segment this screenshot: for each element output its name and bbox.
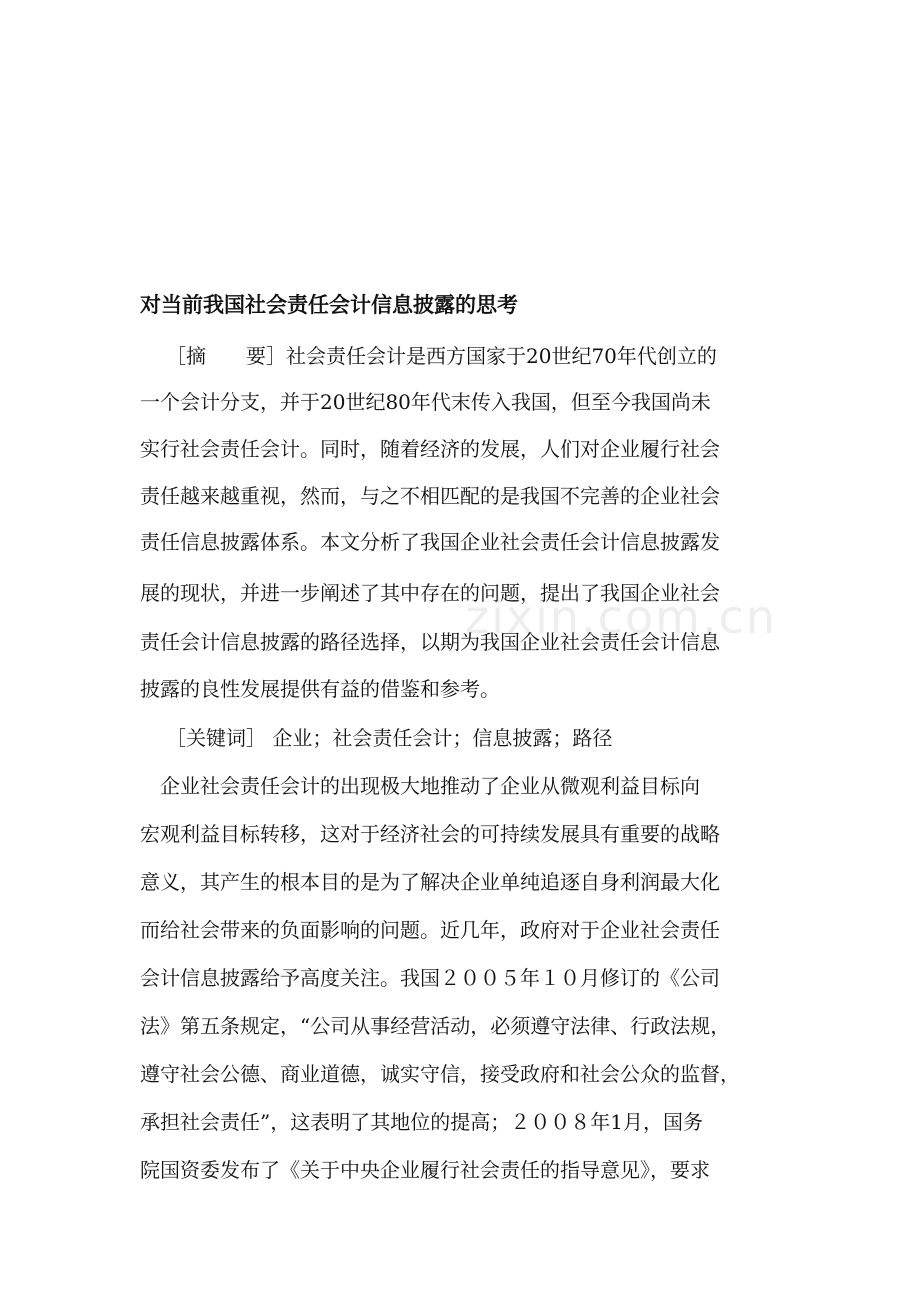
abstract-line: 展的现状，并进一步阐述了其中存在的问题，提出了我国企业社会 [140,581,720,605]
body-paragraph-line: 承担社会责任”，这表明了其地位的提高；２００８年1月，国务 [140,1110,703,1134]
abstract-line: 责任越来越重视，然而，与之不相匹配的是我国不完善的企业社会 [140,484,720,508]
abstract-line: 披露的良性发展提供有益的借鉴和参考。 [140,677,500,701]
body-paragraph-line: 会计信息披露给予高度关注。我国２００５年１０月修订的《公司 [140,966,720,990]
body-paragraph-line: 意义，其产生的根本目的是为了解决企业单纯追逐自身利润最大化 [140,870,720,894]
body-paragraph-line: 宏观利益目标转移，这对于经济社会的可持续发展具有重要的战略 [140,822,720,846]
abstract-line: 责任信息披露体系。本文分析了我国企业社会责任会计信息披露发 [140,530,720,554]
abstract-line: 责任会计信息披露的路径选择，以期为我国企业社会责任会计信息 [140,630,720,654]
body-paragraph-line: 企业社会责任会计的出现极大地推动了企业从微观利益目标向 [160,774,700,798]
keywords-line: ［关键词］ 企业；社会责任会计；信息披露；路径 [166,726,613,750]
body-paragraph-line: 而给社会带来的负面影响的问题。近几年，政府对于企业社会责任 [140,918,720,942]
body-paragraph-line: 法》第五条规定，“公司从事经营活动，必须遵守法律、行政法规， [140,1014,731,1038]
document-title: 对当前我国社会责任会计信息披露的思考 [140,293,518,317]
body-paragraph-line: 院国资委发布了《关于中央企业履行社会责任的指导意见》，要求 [140,1158,710,1182]
abstract-line: 实行社会责任会计。同时，随着经济的发展，人们对企业履行社会 [140,437,720,461]
watermark-text: zixin.com.cn [465,590,778,644]
body-paragraph-line: 遵守社会公德、商业道德，诚实守信，接受政府和社会公众的监督， [140,1062,740,1086]
abstract-line: 一个会计分支，并于20世纪80年代末传入我国，但至今我国尚未 [140,390,711,414]
abstract-line: ［摘 要］社会责任会计是西方国家于20世纪70年代创立的 [166,344,717,368]
